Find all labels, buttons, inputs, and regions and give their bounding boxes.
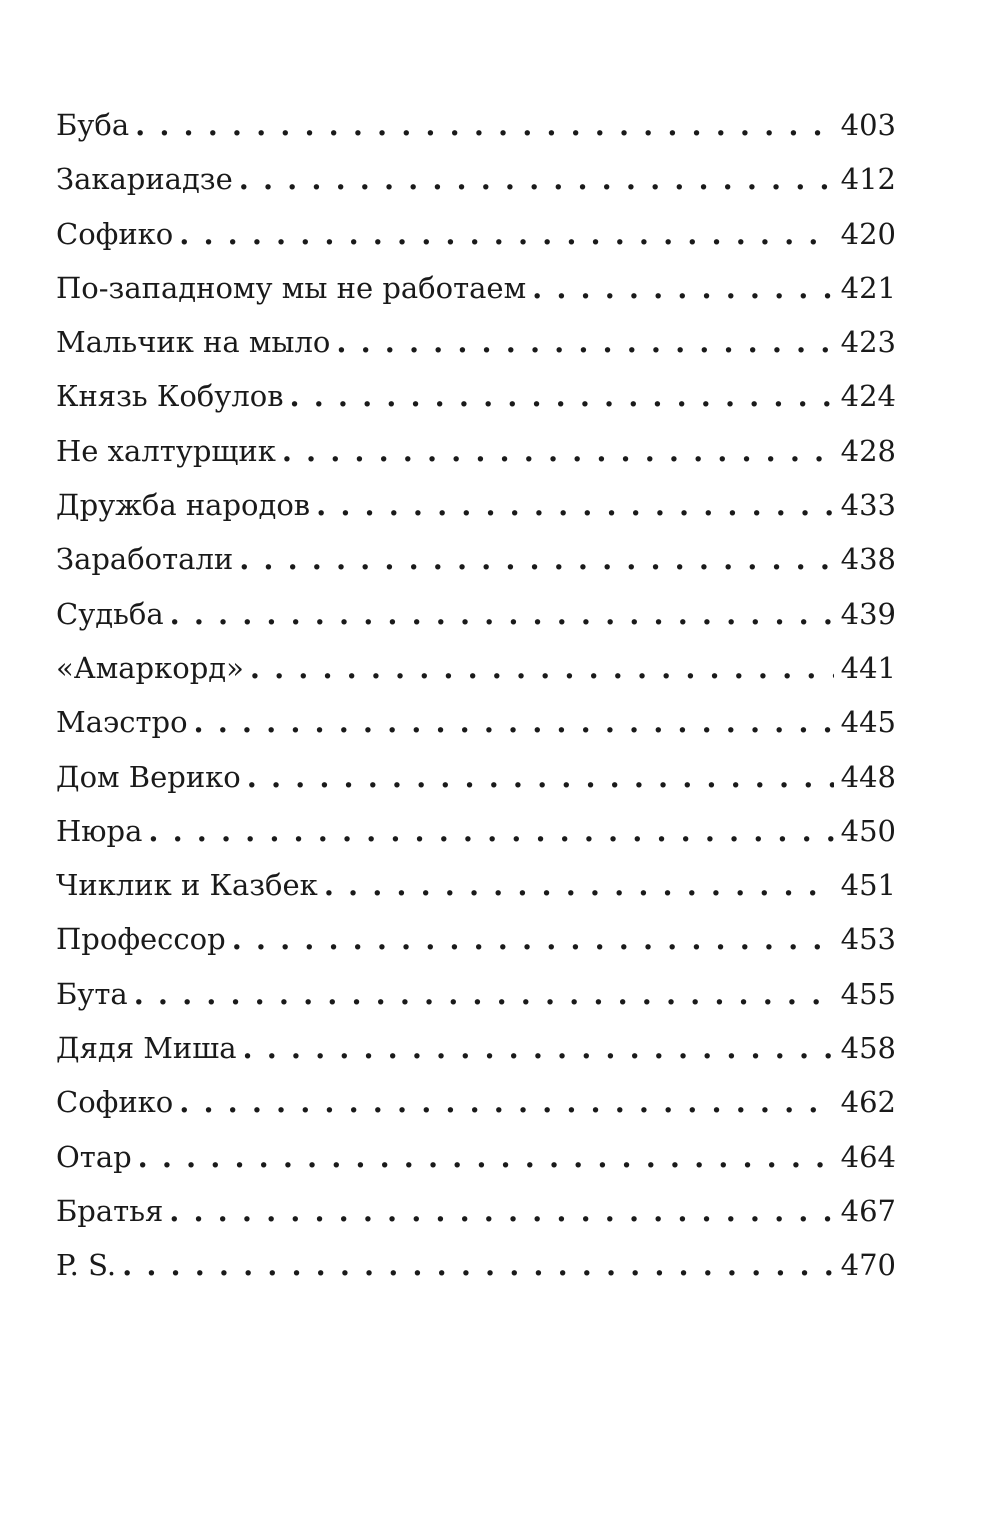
toc-entry-title: Заработали [56, 542, 234, 577]
toc-entry[interactable] [56, 478, 896, 532]
toc-entry-page: 462 [840, 1085, 896, 1120]
toc-entry-page: 424 [840, 379, 896, 414]
toc-dot-leader [138, 1130, 834, 1184]
toc-entry[interactable] [56, 207, 896, 261]
toc-entry-title: Не халтурщик [56, 433, 276, 468]
toc-entry-page: 403 [840, 108, 896, 142]
table-of-contents [56, 98, 896, 1293]
toc-entry[interactable] [56, 98, 896, 152]
toc-entry-page: 438 [840, 542, 896, 577]
toc-entry-title: P. S. [56, 1248, 117, 1283]
toc-dot-leader [179, 207, 834, 261]
toc-entry-title: Бута [56, 976, 128, 1011]
toc-dot-leader [194, 695, 834, 749]
toc-entry-page: 421 [840, 270, 896, 305]
toc-entry-page: 451 [840, 868, 896, 903]
toc-entry[interactable] [56, 424, 896, 478]
toc-entry-page: 428 [840, 433, 896, 468]
toc-entry-title: Закариадзе [56, 162, 233, 197]
toc-entry-page: 458 [840, 1031, 896, 1066]
toc-entry-page: 470 [840, 1248, 896, 1283]
toc-entry-page: 453 [840, 922, 896, 957]
toc-entry-page: 464 [840, 1139, 896, 1174]
toc-dot-leader [290, 369, 834, 423]
toc-entry[interactable] [56, 967, 896, 1021]
toc-entry[interactable] [56, 1238, 896, 1292]
toc-entry[interactable] [56, 750, 896, 804]
toc-dot-leader [282, 424, 834, 478]
toc-entry-title: Братья [56, 1193, 164, 1228]
toc-dot-leader [336, 315, 834, 369]
toc-entry[interactable] [56, 695, 896, 749]
toc-entry-page: 467 [840, 1193, 896, 1228]
toc-entry-title: Судьба [56, 596, 164, 631]
toc-dot-leader [250, 641, 834, 695]
toc-entry[interactable] [56, 315, 896, 369]
toc-entry[interactable] [56, 1130, 896, 1184]
toc-entry[interactable] [56, 587, 896, 641]
toc-dot-leader [148, 804, 834, 858]
toc-entry[interactable] [56, 369, 896, 423]
toc-entry-page: 450 [840, 813, 896, 848]
toc-entry-page: 445 [840, 705, 896, 740]
toc-entry-title: Софико [56, 216, 174, 251]
toc-dot-leader [232, 912, 834, 966]
toc-entry-page: 441 [840, 650, 896, 685]
toc-entry-title: Дом Верико [56, 759, 241, 794]
toc-entry-page: 412 [840, 162, 896, 197]
toc-dot-leader [324, 858, 834, 912]
toc-entry-page: 455 [840, 976, 896, 1011]
toc-entry-title: Мальчик на мыло [56, 325, 331, 360]
toc-dot-leader [247, 750, 834, 804]
toc-entry[interactable] [56, 261, 896, 315]
toc-dot-leader [316, 478, 834, 532]
toc-entry-title: Дружба народов [56, 488, 311, 523]
toc-entry[interactable] [56, 1184, 896, 1238]
toc-entry[interactable] [56, 1075, 896, 1129]
toc-entry-title: Софико [56, 1085, 174, 1120]
toc-entry[interactable] [56, 532, 896, 586]
toc-dot-leader [532, 261, 834, 315]
toc-dot-leader [122, 1238, 834, 1292]
toc-dot-leader [169, 1184, 834, 1238]
toc-entry-title: По-западному мы не работаем [56, 270, 527, 305]
toc-entry-title: Маэстро [56, 705, 188, 740]
toc-dot-leader [179, 1075, 834, 1129]
toc-entry-page: 423 [840, 325, 896, 360]
toc-entry-page: 433 [840, 488, 896, 523]
toc-entry-title: Нюра [56, 813, 143, 848]
toc-entry-title: Князь Кобулов [56, 379, 284, 414]
toc-dot-leader [135, 98, 834, 152]
toc-entry-page: 439 [840, 596, 896, 631]
toc-dot-leader [170, 587, 834, 641]
toc-entry[interactable] [56, 152, 896, 206]
toc-entry[interactable] [56, 641, 896, 695]
toc-entry-title: Чиклик и Казбек [56, 868, 318, 903]
toc-entry[interactable] [56, 912, 896, 966]
toc-entry-title: Буба [56, 108, 130, 142]
toc-dot-leader [134, 967, 834, 1021]
toc-entry[interactable] [56, 858, 896, 912]
toc-entry-page: 420 [840, 216, 896, 251]
toc-entry-title: Дядя Миша [56, 1031, 237, 1066]
toc-dot-leader [243, 1021, 834, 1075]
toc-entry-title: Отар [56, 1139, 132, 1174]
toc-entry-title: Профессор [56, 922, 226, 957]
toc-entry-page: 448 [840, 759, 896, 794]
toc-dot-leader [239, 532, 834, 586]
toc-entry[interactable] [56, 804, 896, 858]
toc-dot-leader [239, 152, 834, 206]
toc-entry-title: «Амаркорд» [56, 650, 244, 685]
toc-entry[interactable] [56, 1021, 896, 1075]
